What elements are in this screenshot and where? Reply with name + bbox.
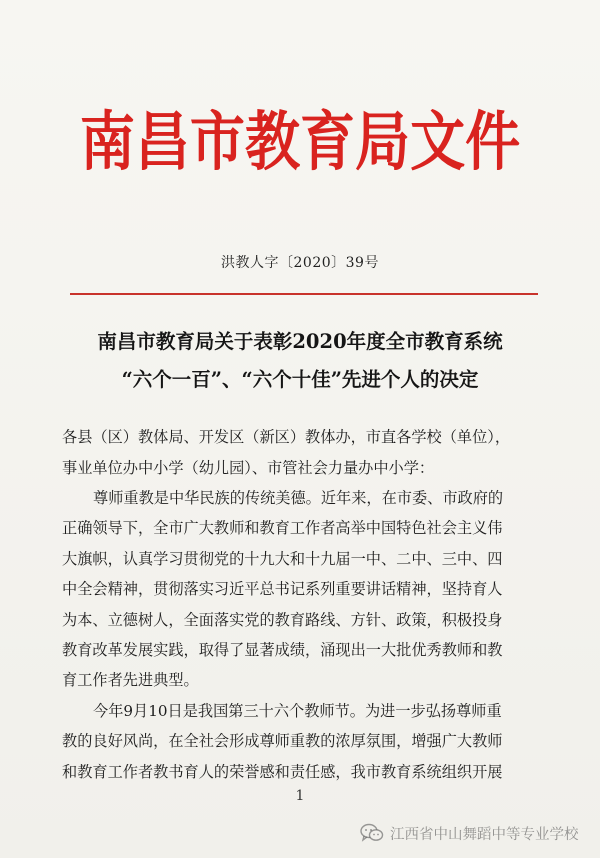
body-line: 今年9月10日是我国第三十六个教师节。为进一步弘扬尊师重	[93, 702, 502, 720]
body-line: 各县（区）教体局、开发区（新区）教体办，市直各学校（单位），	[62, 428, 511, 446]
body-line: 和教育工作者教书育人的荣誉感和责任感，我市教育系统组织开展	[62, 763, 503, 781]
page-number: 1	[295, 788, 305, 804]
body-line: 教的良好风尚，在全社会形成尊师重教的浓厚氛围，增强广大教师	[62, 732, 503, 750]
body-line: 事业单位办中小学（幼儿园）、市管社会力量办中小学：	[62, 459, 435, 477]
decision-title-line-2: “六个一百”、“六个十佳”先进个人的决定	[121, 368, 479, 391]
document-number: 洪教人字〔2020〕39号	[221, 255, 379, 271]
wechat-icon	[360, 823, 384, 843]
body-line: 中全会精神，贯彻落实习近平总书记系列重要讲话精神，坚持育人	[62, 580, 503, 598]
body-line: 为本、立德树人，全面落实党的教育路线、方针、政策，积极投身	[62, 611, 503, 629]
body-line: 大旗帜，认真学习贯彻党的十九大和十九届一中、二中、三中、四	[62, 550, 503, 568]
body-line: 正确领导下，全市广大教师和教育工作者高举中国特色社会主义伟	[62, 519, 503, 537]
decision-title-line-1: 南昌市教育局关于表彰2020年度全市教育系统	[97, 330, 503, 353]
body-line: 育工作者先进典型。	[62, 671, 199, 689]
body-line: 教育改革发展实践，取得了显著成绩，涌现出一大批优秀教师和教	[62, 641, 503, 659]
red-divider	[70, 293, 538, 295]
masthead-title: 南昌市教育局文件	[79, 105, 521, 180]
watermark-text: 江西省中山舞蹈中等专业学校	[390, 826, 579, 843]
body-line: 尊师重教是中华民族的传统美德。近年来，在市委、市政府的	[93, 489, 504, 507]
source-watermark	[360, 822, 579, 844]
